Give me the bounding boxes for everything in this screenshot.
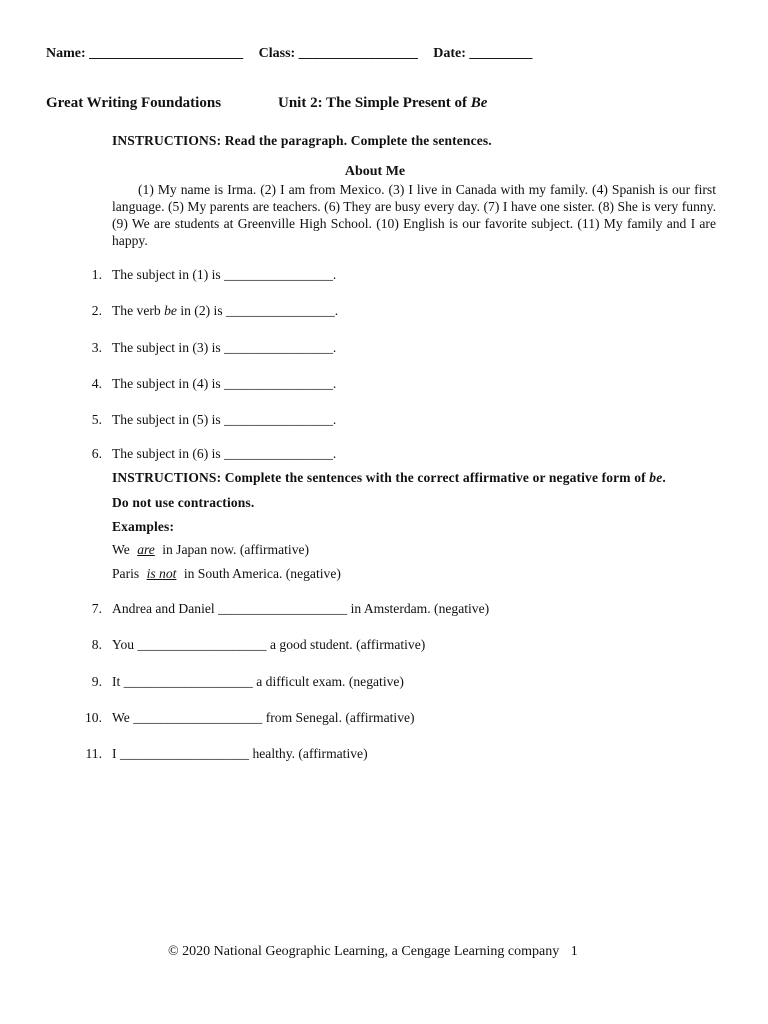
question-2: 2. The verb be in (2) is ________________. (91, 303, 339, 318)
answer-blank: ________________ (226, 303, 335, 318)
paragraph-body: (1) My name is Irma. (2) I am from Mexico. (3) I live in Canada with my family. (4) Spanish is our first language. (5) My parents are teachers. (6) They are busy every day. (7) I have one sister. (8) She is very funny. (9) We are students at Greenville High School. (10) English is our favorite subject. (11) My family and I are happy. (112, 182, 716, 248)
question-9: 9. It ___________________ a difficult exam. (negative) (91, 674, 404, 689)
answer-blank: ___________________ (218, 601, 348, 616)
question-4: 4. The subject in (4) is ________________. (91, 376, 337, 391)
answer-blank: ________________ (224, 267, 333, 282)
page-footer (168, 944, 578, 960)
question-3: 3. The subject in (3) is ________________. (91, 340, 337, 355)
book-title: Great Writing Foundations (46, 95, 222, 111)
answer-blank: ________________ (224, 446, 333, 461)
example-2: Paris is not in South America. (negative) (112, 566, 341, 581)
date-field: Date: _________ (433, 46, 533, 61)
example-answer: are (137, 542, 155, 557)
class-field: Class: _________________ (258, 46, 418, 61)
examples-label: Examples: (112, 519, 175, 534)
answer-blank: ___________________ (123, 674, 253, 689)
instructions-read-paragraph: INSTRUCTIONS: Read the paragraph. Complete the sentences. (112, 133, 492, 148)
name-field: Name: ______________________ (46, 46, 244, 61)
example-1: We are in Japan now. (affirmative) (112, 542, 310, 557)
question-5: 5. The subject in (5) is ________________. (91, 412, 337, 427)
answer-blank: ________________ (224, 412, 333, 427)
question-6: 6. The subject in (6) is ________________. (91, 446, 337, 461)
unit-title-be: Be (470, 95, 488, 111)
answer-blank: ___________________ (133, 710, 263, 725)
example-answer: is not (146, 566, 177, 581)
answer-blank: ________________ (224, 376, 333, 391)
question-11: 11. I ___________________ healthy. (affirmative) (85, 746, 368, 761)
question-7: 7. Andrea and Daniel ___________________ in Amsterdam. (negative) (91, 601, 490, 616)
unit-title: Unit 2: The Simple Present of Be (278, 95, 488, 111)
copyright-notice: © 2020 National Geographic Learning, a Cengage Learning company (168, 944, 560, 959)
question-1: 1. The subject in (1) is ________________. (91, 267, 337, 282)
student-info-header (46, 46, 532, 62)
answer-blank: ___________________ (137, 637, 267, 652)
question-10: 10. We ___________________ from Senegal. (affirmative) (85, 710, 415, 725)
question-8: 8. You ___________________ a good student. (affirmative) (91, 637, 426, 652)
page-number: 1 (570, 944, 578, 959)
instructions-affirmative-negative: INSTRUCTIONS: Complete the sentences with the correct affirmative or negative form of be. (112, 470, 666, 485)
answer-blank: ________________ (224, 340, 333, 355)
page-title (46, 95, 488, 112)
answer-blank: ___________________ (119, 746, 250, 761)
paragraph-title: About Me (344, 164, 406, 179)
instructions-no-contractions: Do not use contractions. (112, 495, 255, 510)
